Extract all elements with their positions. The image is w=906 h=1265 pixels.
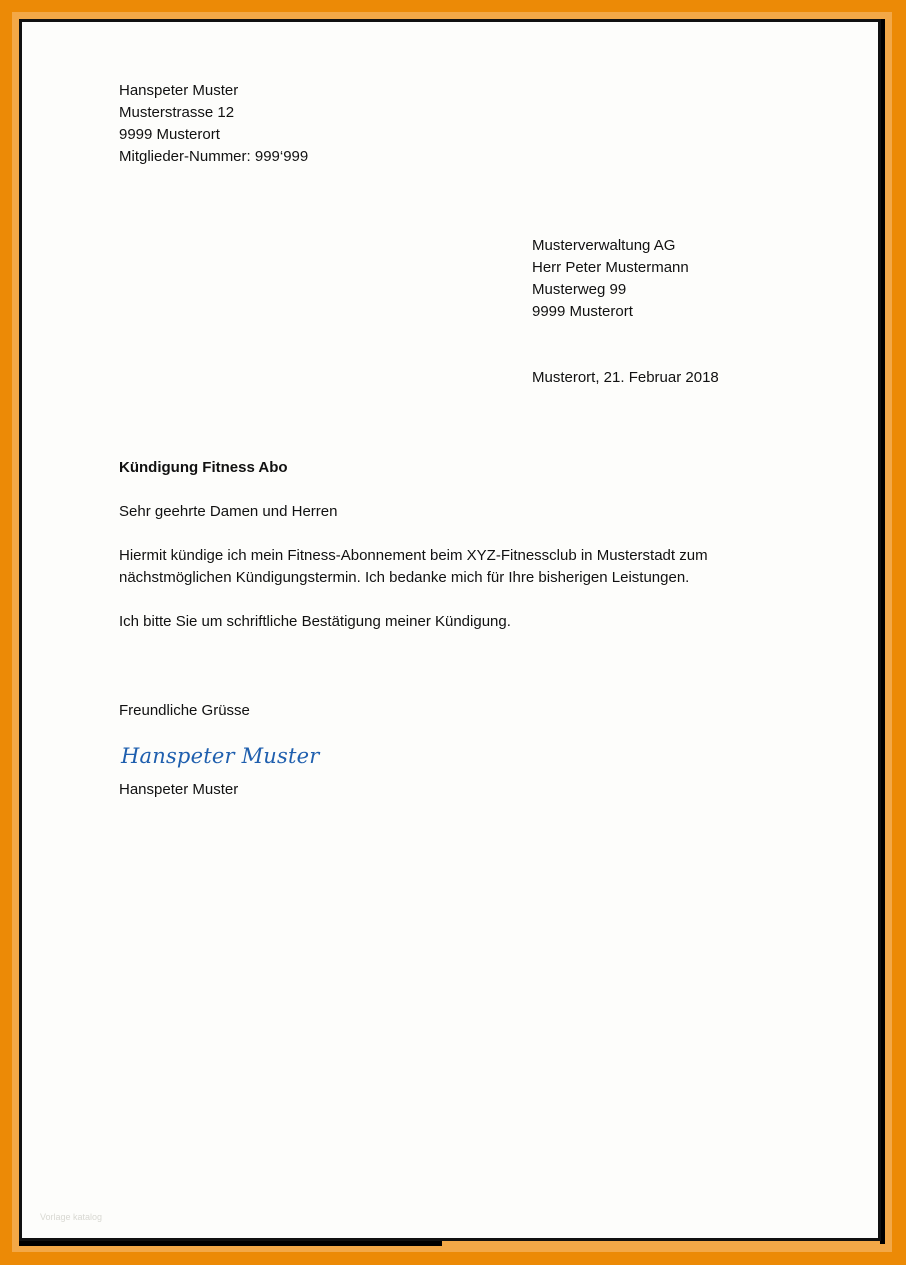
page-shadow-bottom (19, 1241, 442, 1246)
sender-member-number: Mitglieder-Nummer: 999‘999 (119, 148, 309, 165)
letter-subject: Kündigung Fitness Abo (119, 459, 288, 476)
recipient-company: Musterverwaltung AG (532, 237, 676, 254)
body-paragraph-2: Ich bitte Sie um schriftliche Bestätigung meiner Kündigung. (119, 613, 511, 630)
recipient-address (532, 235, 689, 323)
sender-name: Hanspeter Muster (119, 82, 239, 99)
watermark: Vorlage katalog (40, 1212, 103, 1222)
salutation: Sehr geehrte Damen und Herren (119, 503, 338, 520)
sender-street: Musterstrasse 12 (119, 104, 235, 121)
recipient-street: Musterweg 99 (532, 281, 627, 298)
printed-name: Hanspeter Muster (119, 781, 239, 798)
recipient-city: 9999 Musterort (532, 303, 633, 320)
handwritten-signature: Hanspeter Muster (121, 744, 320, 768)
date-line: Musterort, 21. Februar 2018 (532, 369, 719, 386)
paragraph-1-line-1: Hiermit kündige ich mein Fitness-Abonnement beim XYZ-Fitnessclub in Musterstadt zum (119, 547, 708, 564)
paragraph-1-line-2: nächstmöglichen Kündigungstermin. Ich bedanke mich für Ihre bisherigen Leistungen. (119, 569, 690, 586)
sender-city: 9999 Musterort (119, 126, 220, 143)
sender-address (119, 80, 308, 168)
body-paragraph-1 (119, 545, 708, 589)
recipient-person: Herr Peter Mustermann (532, 259, 689, 276)
closing: Freundliche Grüsse (119, 702, 250, 719)
